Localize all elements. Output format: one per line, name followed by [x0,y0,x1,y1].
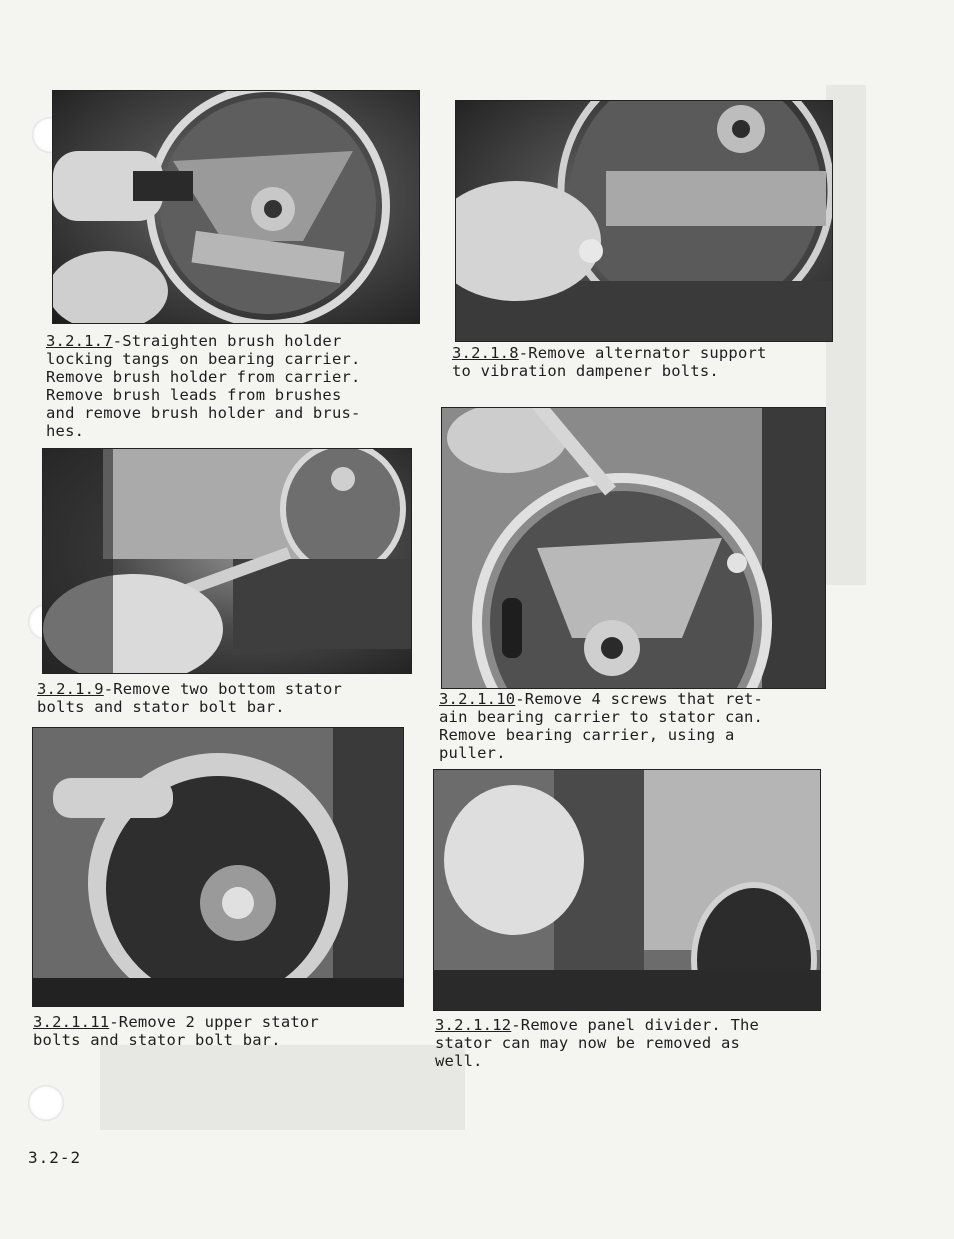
photo-panel-divider [433,769,821,1011]
caption-3-2-1-12 [435,1016,825,1070]
figure-caption-3-2-1-10: -Remove 4 screws that ret- ain bearing carrier to stator can. Remove bearing carrier, using a puller. [439,690,764,762]
figure-number-3-2-1-7: 3.2.1.7 [46,332,113,350]
figure-number-3-2-1-8: 3.2.1.8 [452,344,519,362]
bleed-through-bottom [100,1045,465,1130]
photo-alternator-support [455,100,833,342]
figure-number-3-2-1-11: 3.2.1.11 [33,1013,110,1031]
photo-brush-holder [52,90,420,324]
page-number: 3.2-2 [28,1148,82,1167]
binder-hole-bottom [28,1085,64,1121]
figure-caption-3-2-1-9: -Remove two bottom stator bolts and stator bolt bar. [37,680,343,716]
photo-bearing-carrier-graphic [442,408,825,688]
figure-number-3-2-1-12: 3.2.1.12 [435,1016,512,1034]
figure-caption-3-2-1-12: -Remove panel divider. The stator can may now be removed as well. [435,1016,760,1070]
photo-bearing-carrier [441,407,826,689]
figure-number-3-2-1-9: 3.2.1.9 [37,680,104,698]
figure-caption-3-2-1-7: -Straighten brush holder locking tangs on bearing carrier. Remove brush holder from carrier. Remove brush leads from brushes and remove brush holder and brus- hes. [46,332,361,440]
photo-upper-stator-bolts-graphic [33,728,403,1006]
photo-bottom-stator-bolts-graphic [43,449,411,673]
caption-3-2-1-9 [37,680,417,716]
caption-3-2-1-10 [439,690,829,762]
caption-3-2-1-11 [33,1013,413,1049]
figure-number-3-2-1-10: 3.2.1.10 [439,690,516,708]
photo-bottom-stator-bolts [42,448,412,674]
photo-panel-divider-graphic [434,770,820,1010]
photo-brush-holder-graphic [53,91,419,323]
photo-upper-stator-bolts [32,727,404,1007]
figure-caption-3-2-1-11: -Remove 2 upper stator bolts and stator bolt bar. [33,1013,319,1049]
figure-caption-3-2-1-8: -Remove alternator support to vibration dampener bolts. [452,344,767,380]
photo-alternator-support-graphic [456,101,832,341]
caption-3-2-1-8 [452,344,832,380]
caption-3-2-1-7 [46,332,426,440]
